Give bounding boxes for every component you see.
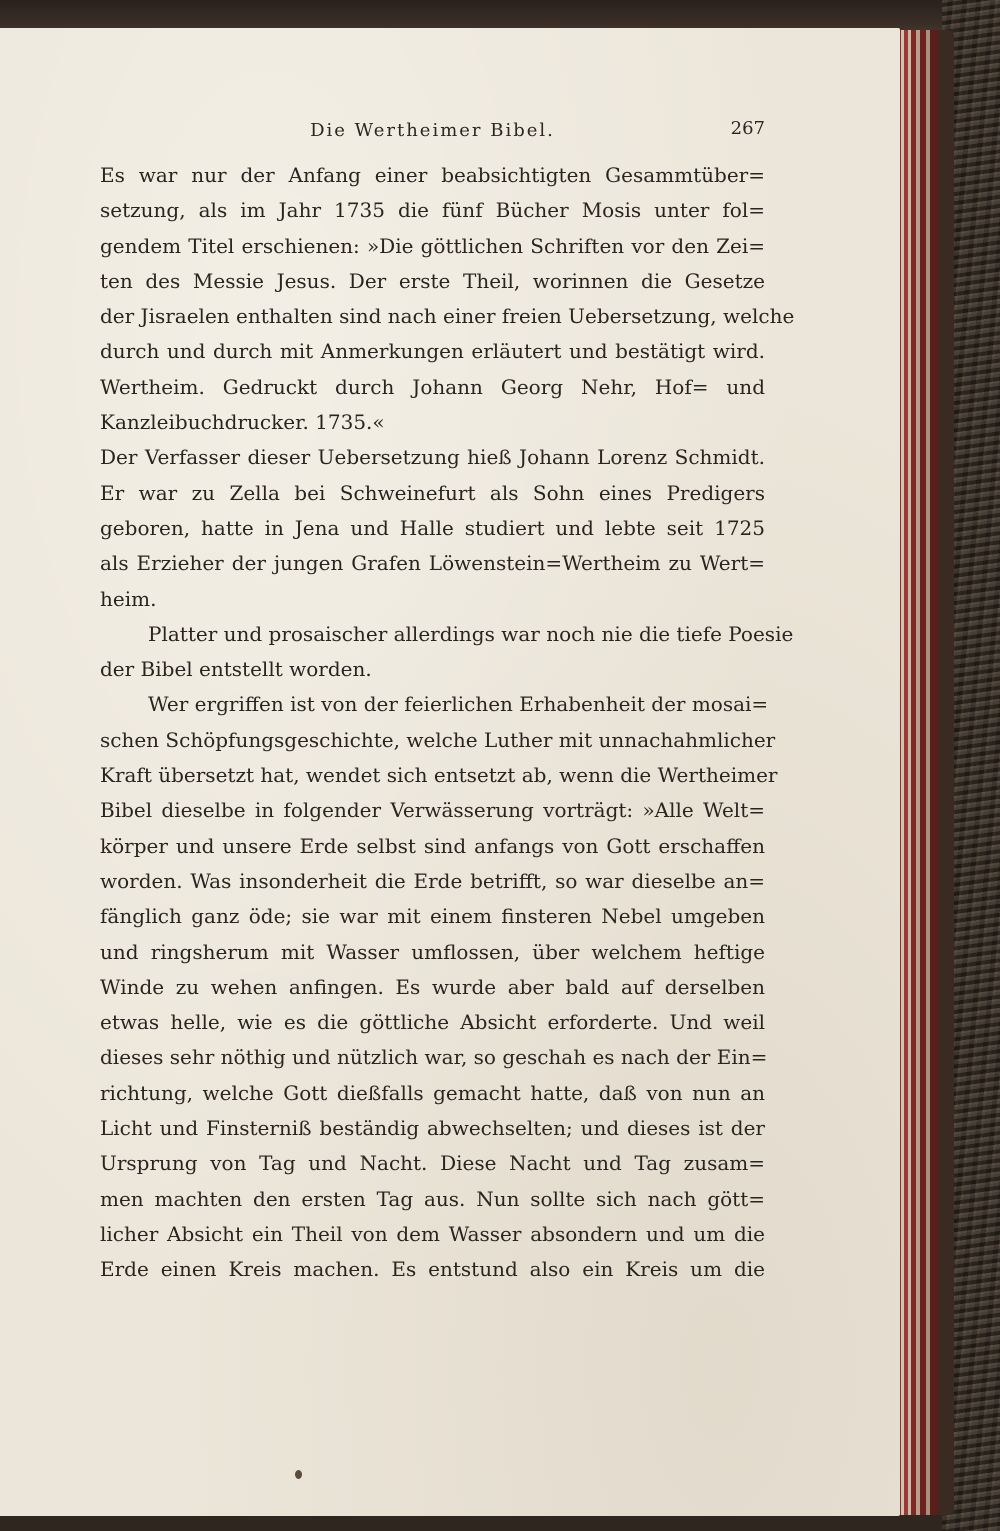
- text-line: Platter und prosaischer allerdings war noch nie die tiefe Poesie: [148, 621, 794, 646]
- text-line: Kraft übersetzt hat, wendet sich entsetzt ab, wenn die Wertheimer: [100, 763, 778, 788]
- text-line: Wer ergriffen ist von der feierlichen Erhabenheit der mosai=: [148, 692, 769, 717]
- text-line: durch und durch mit Anmerkungen erläutert und bestätigt wird.: [100, 339, 765, 364]
- text-line: licher Absicht ein Theil von dem Wasser absondern und um die: [100, 1221, 765, 1246]
- ink-spot: [295, 1470, 302, 1479]
- text-line: Es war nur der Anfang einer beabsichtigten Gesammtüber=: [100, 163, 765, 187]
- text-line: worden. Was insonderheit die Erde betrifft, so war dieselbe an=: [100, 868, 765, 893]
- text-line: Er war zu Zella bei Schweinefurt als Sohn eines Predigers: [100, 480, 765, 505]
- text-line: etwas helle, wie es die göttliche Absicht erforderte. Und weil: [100, 1010, 765, 1035]
- text-line: heim.: [100, 586, 157, 611]
- text-line: geboren, hatte in Jena und Halle studiert und lebte seit 1725: [100, 515, 765, 540]
- body-text: [100, 158, 795, 1288]
- text-line: als Erzieher der jungen Grafen Löwenstein=Wertheim zu Wert=: [100, 551, 765, 576]
- text-line: Erde einen Kreis machen. Es entstund also ein Kreis um die: [100, 1257, 765, 1282]
- text-line: richtung, welche Gott dießfalls gemacht hatte, daß von nun an: [100, 1080, 765, 1105]
- text-line: ten des Messie Jesus. Der erste Theil, worinnen die Gesetze: [100, 268, 765, 293]
- text-line: setzung, als im Jahr 1735 die fünf Bücher Mosis unter fol=: [100, 198, 765, 223]
- text-line: Winde zu wehen anfingen. Es wurde aber bald auf derselben: [100, 974, 765, 999]
- text-line: Ursprung von Tag und Nacht. Diese Nacht und Tag zusam=: [100, 1151, 765, 1176]
- text-line: der Bibel entstellt worden.: [100, 657, 372, 682]
- page-header: [100, 120, 765, 144]
- text-line: Der Verfasser dieser Uebersetzung hieß Johann Lorenz Schmidt.: [100, 445, 765, 470]
- text-line: Wertheim. Gedruckt durch Johann Georg Nehr, Hof= und: [100, 374, 765, 399]
- page-number: 267: [730, 118, 765, 139]
- text-line: und ringsherum mit Wasser umflossen, über welchem heftige: [100, 939, 765, 964]
- text-line: dieses sehr nöthig und nützlich war, so geschah es nach der Ein=: [100, 1045, 768, 1070]
- text-line: men machten den ersten Tag aus. Nun sollte sich nach gött=: [100, 1186, 765, 1211]
- text-line: der Jisraelen enthalten sind nach einer freien Uebersetzung, welche: [100, 304, 795, 329]
- text-line: fänglich ganz öde; sie war mit einem finsteren Nebel umgeben: [100, 904, 765, 929]
- text-line: gendem Titel erschienen: »Die göttlichen Schriften vor den Zei=: [100, 233, 765, 258]
- text-line: Bibel dieselbe in folgender Verwässerung vorträgt: »Alle Welt=: [100, 798, 765, 823]
- text-line: Licht und Finsterniß beständig abwechselten; und dieses ist der: [100, 1116, 765, 1141]
- running-title: Die Wertheimer Bibel.: [310, 120, 555, 141]
- text-line: schen Schöpfungsgeschichte, welche Luther mit unnachahmlicher: [100, 727, 776, 752]
- page-edge-stack: [892, 30, 954, 1515]
- text-line: Kanzleibuchdrucker. 1735.«: [100, 410, 385, 435]
- text-line: körper und unsere Erde selbst sind anfangs von Gott erschaffen: [100, 833, 765, 858]
